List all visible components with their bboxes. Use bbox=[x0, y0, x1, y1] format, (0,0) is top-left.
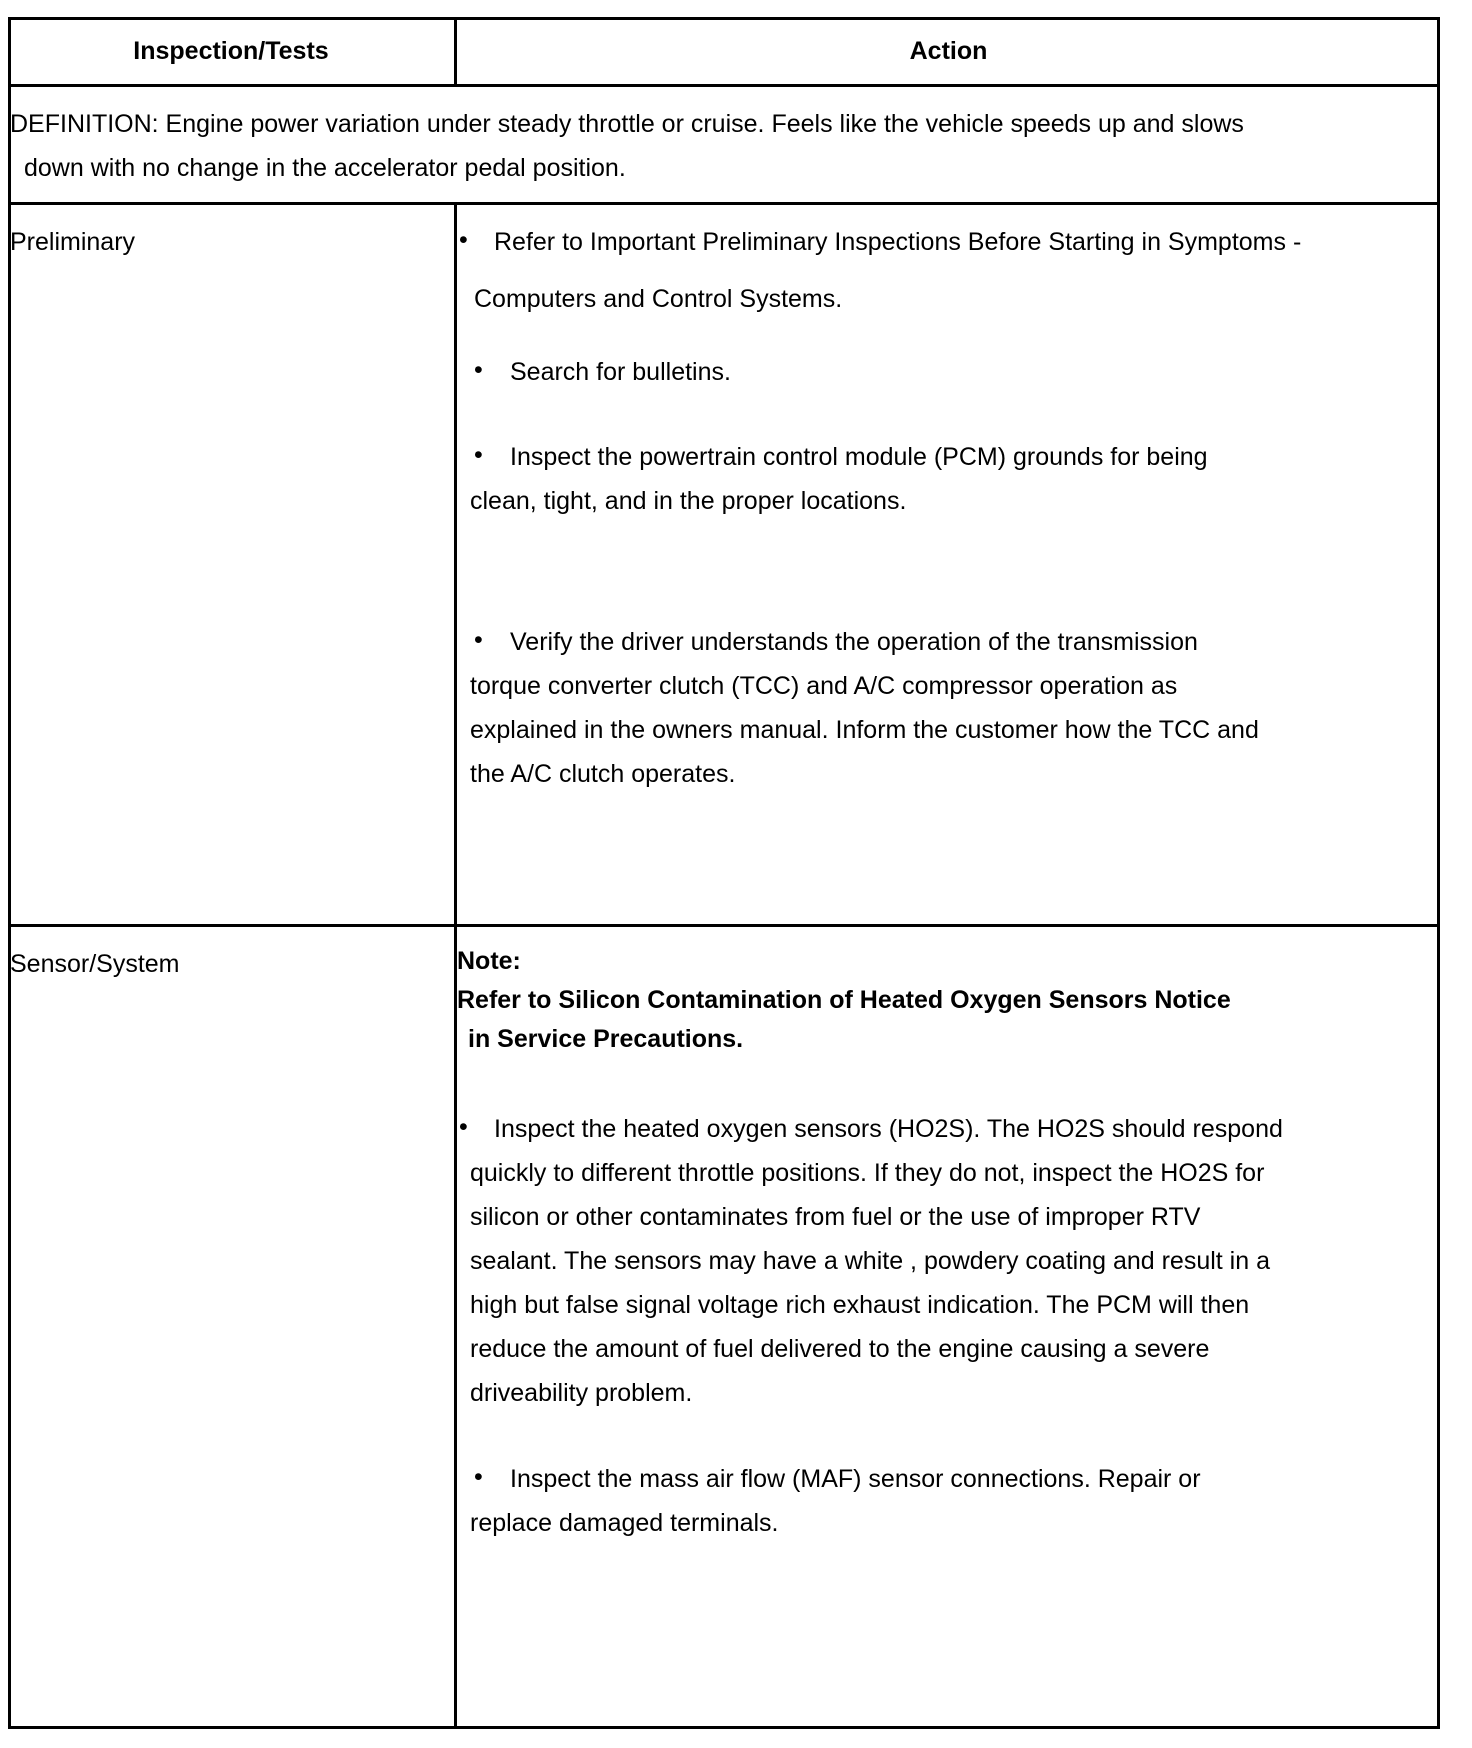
note-line-2: in Service Precautions. bbox=[468, 1025, 744, 1053]
sensor-bullet-2-line-2: replace damaged terminals. bbox=[470, 1509, 779, 1537]
sensor-bullet-1-line-1: Inspect the heated oxygen sensors (HO2S). The HO2S should respond bbox=[494, 1115, 1283, 1143]
sensor-bullet-2-line-1: Inspect the mass air flow (MAF) sensor connections. Repair or bbox=[510, 1465, 1201, 1493]
definition-divider bbox=[8, 202, 1440, 205]
sensor-bullet-1-line-5: high but false signal voltage rich exhaust indication. The PCM will then bbox=[470, 1291, 1250, 1319]
preliminary-bullet-1-line-2: Computers and Control Systems. bbox=[474, 285, 843, 313]
bullet-marker: • bbox=[474, 1463, 483, 1491]
preliminary-bullet-3-line-1: Inspect the powertrain control module (PCM) grounds for being bbox=[510, 443, 1208, 471]
row-label-sensor-system: Sensor/System bbox=[10, 950, 180, 978]
preliminary-bullet-1-line-1: Refer to Important Preliminary Inspections Before Starting in Symptoms - bbox=[494, 228, 1302, 256]
row-label-preliminary: Preliminary bbox=[10, 228, 136, 256]
sensor-bullet-1-line-3: silicon or other contaminates from fuel or the use of improper RTV bbox=[470, 1203, 1201, 1231]
column-header-inspection-tests: Inspection/Tests bbox=[133, 36, 329, 65]
sensor-bullet-1-line-7: driveability problem. bbox=[470, 1379, 693, 1407]
bullet-marker: • bbox=[459, 1113, 468, 1141]
preliminary-bullet-4-line-1: Verify the driver understands the operation of the transmission bbox=[510, 628, 1198, 656]
bullet-marker: • bbox=[459, 226, 468, 254]
note-title: Note: bbox=[457, 947, 521, 975]
preliminary-bullet-4-line-4: the A/C clutch operates. bbox=[470, 760, 736, 788]
preliminary-bullet-4-line-2: torque converter clutch (TCC) and A/C compressor operation as bbox=[470, 672, 1178, 700]
row-divider bbox=[8, 924, 1440, 927]
definition-text-line-1: DEFINITION: Engine power variation under steady throttle or cruise. Feels like the vehicle speeds up and slows bbox=[10, 110, 1244, 138]
bullet-marker: • bbox=[474, 356, 483, 384]
sensor-bullet-1-line-4: sealant. The sensors may have a white , powdery coating and result in a bbox=[470, 1247, 1270, 1275]
preliminary-bullet-4-line-3: explained in the owners manual. Inform the customer how the TCC and bbox=[470, 716, 1259, 744]
bullet-marker: • bbox=[474, 441, 483, 469]
definition-text-line-2: down with no change in the accelerator pedal position. bbox=[24, 154, 626, 182]
column-header-action: Action bbox=[909, 36, 988, 65]
preliminary-bullet-3-line-2: clean, tight, and in the proper locations. bbox=[470, 487, 907, 515]
note-line-1: Refer to Silicon Contamination of Heated Oxygen Sensors Notice bbox=[457, 986, 1231, 1014]
sensor-bullet-1-line-6: reduce the amount of fuel delivered to the engine causing a severe bbox=[470, 1335, 1210, 1363]
preliminary-bullet-2-line-1: Search for bulletins. bbox=[510, 358, 731, 386]
sensor-bullet-1-line-2: quickly to different throttle positions. If they do not, inspect the HO2S for bbox=[470, 1159, 1265, 1187]
bullet-marker: • bbox=[474, 626, 483, 654]
